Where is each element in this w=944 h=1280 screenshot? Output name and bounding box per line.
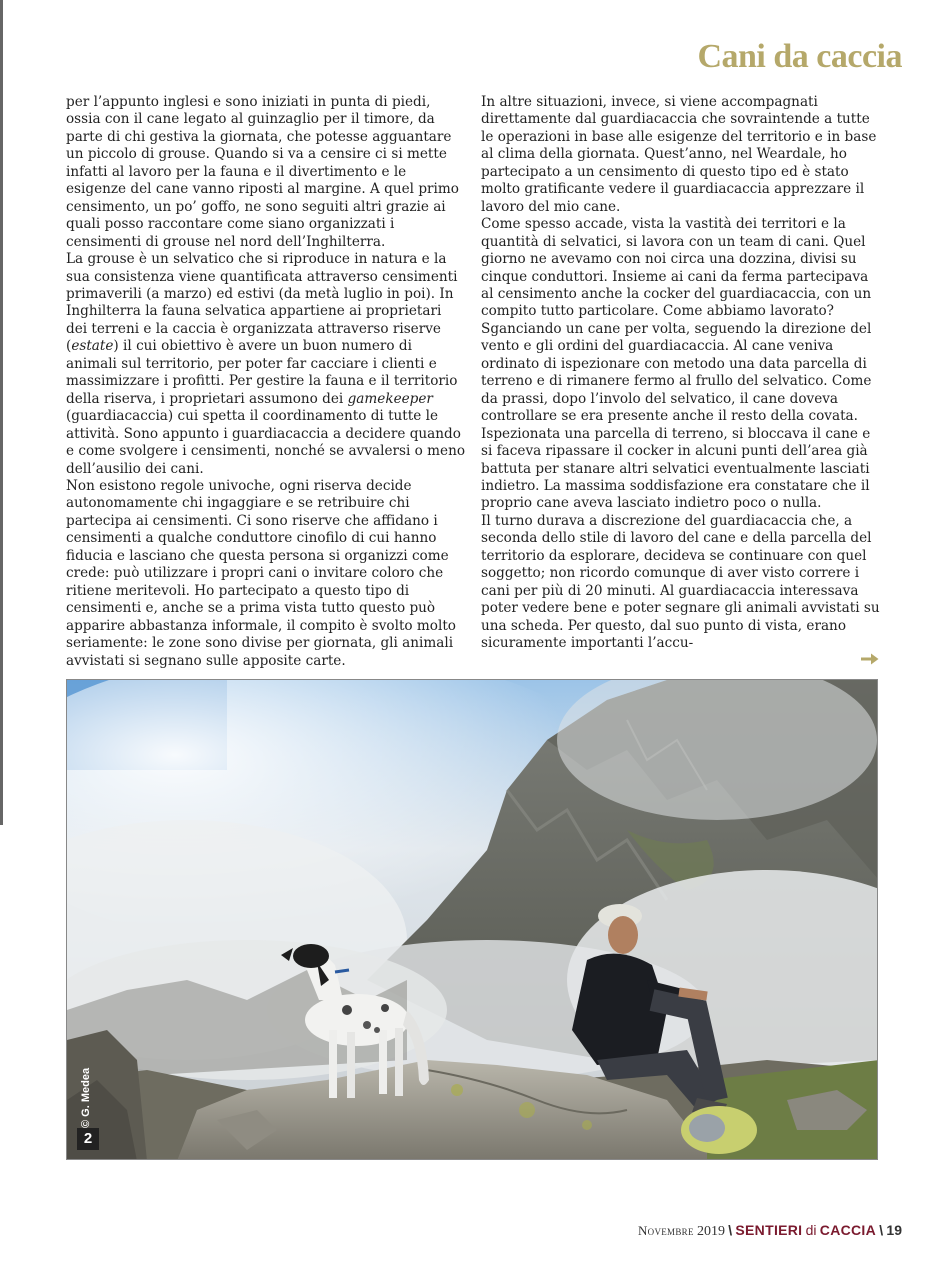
article-paragraph (481, 94, 881, 216)
article-photo (66, 679, 878, 1160)
paragraph-text: La grouse è un selvatico che si riproduce in natura e la sua consistenza viene quantificata attraverso censimenti primaverili (a marzo) ed estivi (da metà luglio in poi). In Inghilterra la fauna selvatica appartiene ai proprietari dei terreni e la caccia è organizzata attraverso riserve ( (66, 251, 458, 355)
paragraph-text: In altre situazioni, invece, si viene accompagnati direttamente dal guardiacaccia che sovraintende a tutte le operazioni in base alle esigenze del territorio e in base al clima della giornata. Quest’anno, nel Weardale, ho partecipato a un censimento di questo tipo ed è stato molto gratificante vedere il guardiacaccia apprezzare il lavoro del mio cane. (481, 94, 877, 215)
photo-scene (67, 680, 878, 1160)
arrow-right-icon (860, 652, 880, 666)
footer-month: Novembre (637, 1223, 694, 1238)
footer-separator-2: \ (879, 1222, 884, 1238)
article-paragraph (66, 251, 466, 478)
footer-year: 2019 (697, 1224, 726, 1239)
article-column-left (66, 94, 466, 670)
footer-separator: \ (728, 1222, 733, 1238)
paragraph-text: Come spesso accade, vista la vastità dei territori e la quantità di selvatici, si lavora con un team di cani. Quel giorno ne avevamo con noi circa una dozzina, divisi su cinque conduttori. Insieme ai cani da ferma partecipava al censimento anche la cocker del guardiacaccia, con un compito tutto particolare. Come abbiamo lavorato? Sganciando un cane per volta, seguendo la direzione del vento e gli ordini del guardiacaccia. Al cane veniva ordinato di ispezionare con metodo una data parcella di terreno e di rimanere fermo al frullo del selvatico. Come da prassi, dopo l’involo del selvatico, il cane doveva controllare se era presente anche il resto della covata. Ispezionata una parcella di terreno, si bloccava il cane e si faceva ripassare il cocker in alcuni punti dell’area già battuta per stanare altri selvatici eventualmente lasciati indietro. La massima soddisfazione era constatare che il proprio cane aveva lasciato indietro poco o nulla. (481, 216, 872, 512)
paragraph-text: (guardiacaccia) cui spetta il coordinamento di tutte le attività. Sono appunto i guardiacaccia a decidere quando e come svolgere i censimenti, nonché se avvalersi o meno dell’ausilio dei cani. (66, 408, 466, 477)
footer-magazine-name: SENTIERI (735, 1222, 803, 1238)
paragraph-text: Il turno durava a discrezione del guardiacaccia che, a seconda dello stile di lavoro del cane e della parcella del territorio da esplorare, decideva se continuare con quel soggetto; non ricordo comunque di aver visto correre i cani per più di 20 minuti. Al guardiacaccia interessava poter vedere bene e poter segnare gli animali avvistati su una scheda. Per questo, dal suo punto di vista, erano sicuramente importanti l’accu- (481, 512, 880, 652)
section-title: Cani da caccia (697, 38, 902, 75)
footer-page-number: 19 (886, 1222, 902, 1238)
paragraph-text: Non esistono regole univoche, ogni riserva decide autonomamente chi ingaggiare e se retribuire chi partecipa ai censimenti. Ci sono riserve che affidano i censimenti a qualche conduttore cinofilo di cui hanno fiducia e lasciano che questa persona si organizzi come crede: può utilizzare i propri cani o invitare coloro che ritiene meritevoli. Ho partecipato a questo tipo di censimenti e, anche se a prima vista tutto questo può apparire abbastanza informale, il compito è svolto molto seriamente: le zone sono divise per giornata, gli animali avvistati si segnano sulle apposite carte. (66, 477, 456, 669)
photo-credit: © G. Medea (80, 1067, 92, 1128)
article-paragraph (66, 94, 466, 251)
page-footer (638, 1222, 902, 1240)
article-paragraph (66, 478, 466, 670)
paragraph-text: ) il cui obiettivo è avere un buon numero di animali sul territorio, per poter far cacciare i clienti e massimizzare i profitti. Per gestire la fauna e il territorio della riserva, i proprietari assumono dei (66, 338, 458, 407)
italic-term: estate (71, 338, 114, 355)
article-paragraph (481, 513, 881, 653)
italic-term: gamekeeper (347, 390, 433, 407)
footer-magazine-di: di (805, 1222, 817, 1238)
photo-number-badge: 2 (77, 1128, 99, 1150)
page-edge-rule (0, 0, 3, 825)
article-paragraph (481, 216, 881, 513)
footer-magazine-name-2: CACCIA (819, 1222, 877, 1238)
paragraph-text: per l’appunto inglesi e sono iniziati in punta di piedi, ossia con il cane legato al guinzaglio per il timore, da parte di chi gestiva la giornata, che potesse agguantare un piccolo di grouse. Quando si va a censire ci si mette infatti al lavoro per la fauna e il divertimento e le esigenze del cane vanno riposti al margine. A quel primo censimento, un po’ goffo, ne sono seguiti altri grazie ai quali posso raccontare come siano organizzati i censimenti di grouse nel nord dell’Inghilterra. (66, 94, 459, 250)
article-column-right (481, 94, 881, 653)
